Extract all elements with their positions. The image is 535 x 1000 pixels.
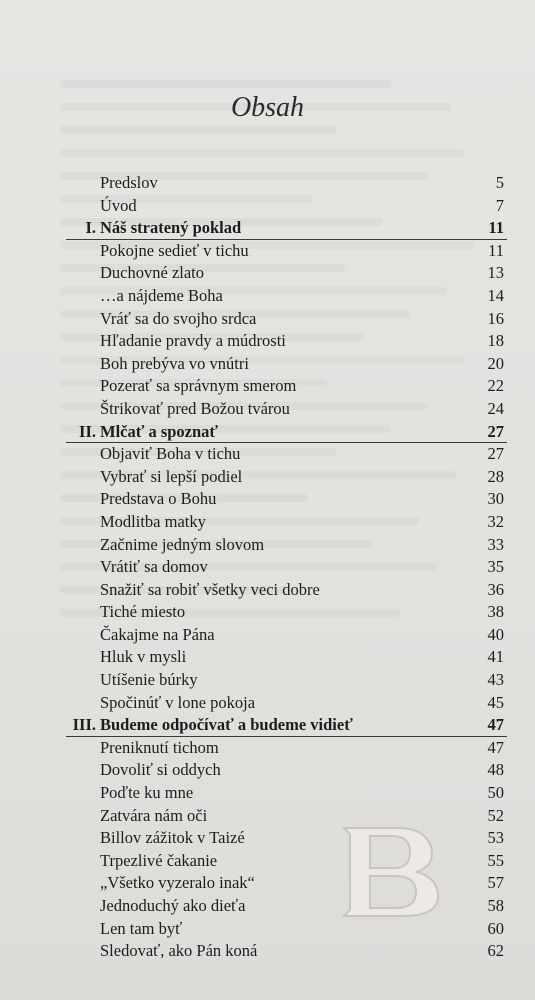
page-number: 33 [487, 534, 504, 554]
table-of-contents [0, 172, 535, 963]
section-title: Úvod [100, 195, 137, 215]
toc-row [0, 624, 535, 647]
page-number: 58 [487, 896, 504, 915]
chapter-number: I. [85, 218, 96, 238]
page-number: 38 [487, 602, 504, 622]
page-number: 62 [487, 941, 504, 961]
toc-row [0, 850, 535, 873]
page-number: 40 [487, 624, 504, 644]
toc-row [0, 195, 535, 218]
page-number: 32 [487, 511, 504, 531]
page-number: 27 [487, 444, 504, 464]
section-title: Vrátiť sa domov [100, 557, 208, 577]
toc-row [0, 918, 535, 941]
chapter-number: III. [72, 715, 96, 735]
page-number: 14 [487, 285, 504, 305]
toc-row [0, 872, 535, 895]
toc-row [0, 940, 535, 963]
toc-row [0, 692, 535, 715]
page-number: 7 [495, 195, 504, 215]
section-title: Preniknutí tichom [100, 737, 219, 757]
section-title: Čakajme na Pána [100, 624, 215, 644]
page-number: 53 [487, 828, 504, 848]
page-number: 48 [487, 760, 504, 780]
watermark-letter [344, 828, 438, 916]
toc-row [0, 646, 535, 669]
section-title: Predstava o Bohu [100, 489, 217, 509]
section-title: Duchovné zlato [100, 263, 205, 283]
page-number: 18 [487, 331, 504, 351]
section-title: Dovoliť si oddych [100, 760, 221, 780]
section-title: „Všetko vyzeralo inak“ [100, 873, 255, 893]
toc-row [0, 556, 535, 579]
toc-row [0, 827, 535, 850]
section-title: Pokojne sedieť v tichu [100, 240, 249, 260]
section-title: Jednoduchý ako dieťa [100, 896, 246, 915]
section-title: Billov zážitok v Taizé [100, 828, 245, 848]
page-number: 11 [488, 218, 504, 238]
toc-row [0, 172, 535, 195]
toc-row [0, 398, 535, 421]
section-title: Štrikovať pred Božou tvárou [100, 398, 290, 418]
toc-row [0, 443, 535, 466]
section-title: Hľadanie pravdy a múdrosti [100, 331, 286, 351]
page-number: 43 [487, 670, 504, 690]
toc-chapter-row [0, 421, 535, 444]
section-title: Hluk v mysli [100, 647, 187, 667]
toc-row [0, 737, 535, 760]
page-number: 55 [487, 850, 504, 870]
section-title: Poďte ku mne [100, 783, 194, 803]
toc-row [0, 488, 535, 511]
toc-row [0, 375, 535, 398]
chapter-title: Náš stratený poklad [100, 218, 242, 238]
page-number: 30 [487, 489, 504, 509]
toc-row [0, 240, 535, 263]
toc-row [0, 511, 535, 534]
page-number: 60 [487, 918, 504, 938]
page-number: 5 [495, 173, 504, 192]
page-number: 13 [487, 263, 504, 283]
toc-row [0, 262, 535, 285]
publisher-logo-watermark [336, 820, 446, 920]
toc-row [0, 285, 535, 308]
toc-row [0, 895, 535, 918]
toc-row [0, 759, 535, 782]
section-title: Boh prebýva vo vnútri [100, 353, 249, 373]
section-title: Trpezlivé čakanie [100, 850, 218, 870]
section-title: Modlitba matky [100, 511, 206, 531]
page-title: Obsah [230, 92, 305, 123]
page-number: 28 [487, 466, 504, 486]
section-title: Začnime jedným slovom [100, 534, 265, 554]
page-number: 24 [487, 398, 504, 418]
page-number: 11 [488, 240, 504, 260]
toc-row [0, 601, 535, 624]
toc-row [0, 669, 535, 692]
section-title: Tiché miesto [100, 602, 186, 622]
section-title: Utíšenie búrky [100, 670, 198, 690]
section-title: Vybrať si lepší podiel [100, 466, 243, 486]
chapter-title: Budeme odpočívať a budeme vidieť [100, 715, 353, 735]
toc-row [0, 466, 535, 489]
toc-row [0, 534, 535, 557]
section-title: Vráť sa do svojho srdca [100, 308, 257, 328]
section-title: Spočinúť v lone pokoja [100, 692, 256, 712]
page-number: 57 [487, 873, 504, 893]
section-title: Pozerať sa správnym smerom [100, 376, 297, 396]
page-number: 47 [487, 737, 504, 757]
toc-row [0, 805, 535, 828]
page-number: 27 [487, 421, 504, 441]
page-number: 36 [487, 579, 504, 599]
section-title: Predslov [100, 173, 158, 192]
toc-chapter-row [0, 714, 535, 737]
toc-row [0, 308, 535, 331]
section-title: …a nájdeme Boha [100, 285, 223, 305]
chapter-title: Mlčať a spoznať [100, 421, 219, 441]
toc-row [0, 579, 535, 602]
section-title: Objaviť Boha v tichu [100, 444, 241, 464]
page-number: 20 [487, 353, 504, 373]
page-number: 22 [487, 376, 504, 396]
chapter-number: II. [79, 421, 96, 441]
page-number: 47 [487, 715, 504, 735]
section-title: Len tam byť [100, 918, 183, 938]
page-number: 50 [487, 783, 504, 803]
page-number: 52 [487, 805, 504, 825]
page-number: 35 [487, 557, 504, 577]
page-number: 16 [487, 308, 504, 328]
toc-row [0, 782, 535, 805]
page-number: 45 [487, 692, 504, 712]
section-title: Zatvára nám oči [100, 805, 208, 825]
section-title: Sledovať, ako Pán koná [100, 941, 258, 961]
toc-row [0, 330, 535, 353]
toc-chapter-row [0, 217, 535, 240]
page-number: 41 [487, 647, 504, 667]
section-title: Snažiť sa robiť všetky veci dobre [100, 579, 320, 599]
toc-row [0, 353, 535, 376]
